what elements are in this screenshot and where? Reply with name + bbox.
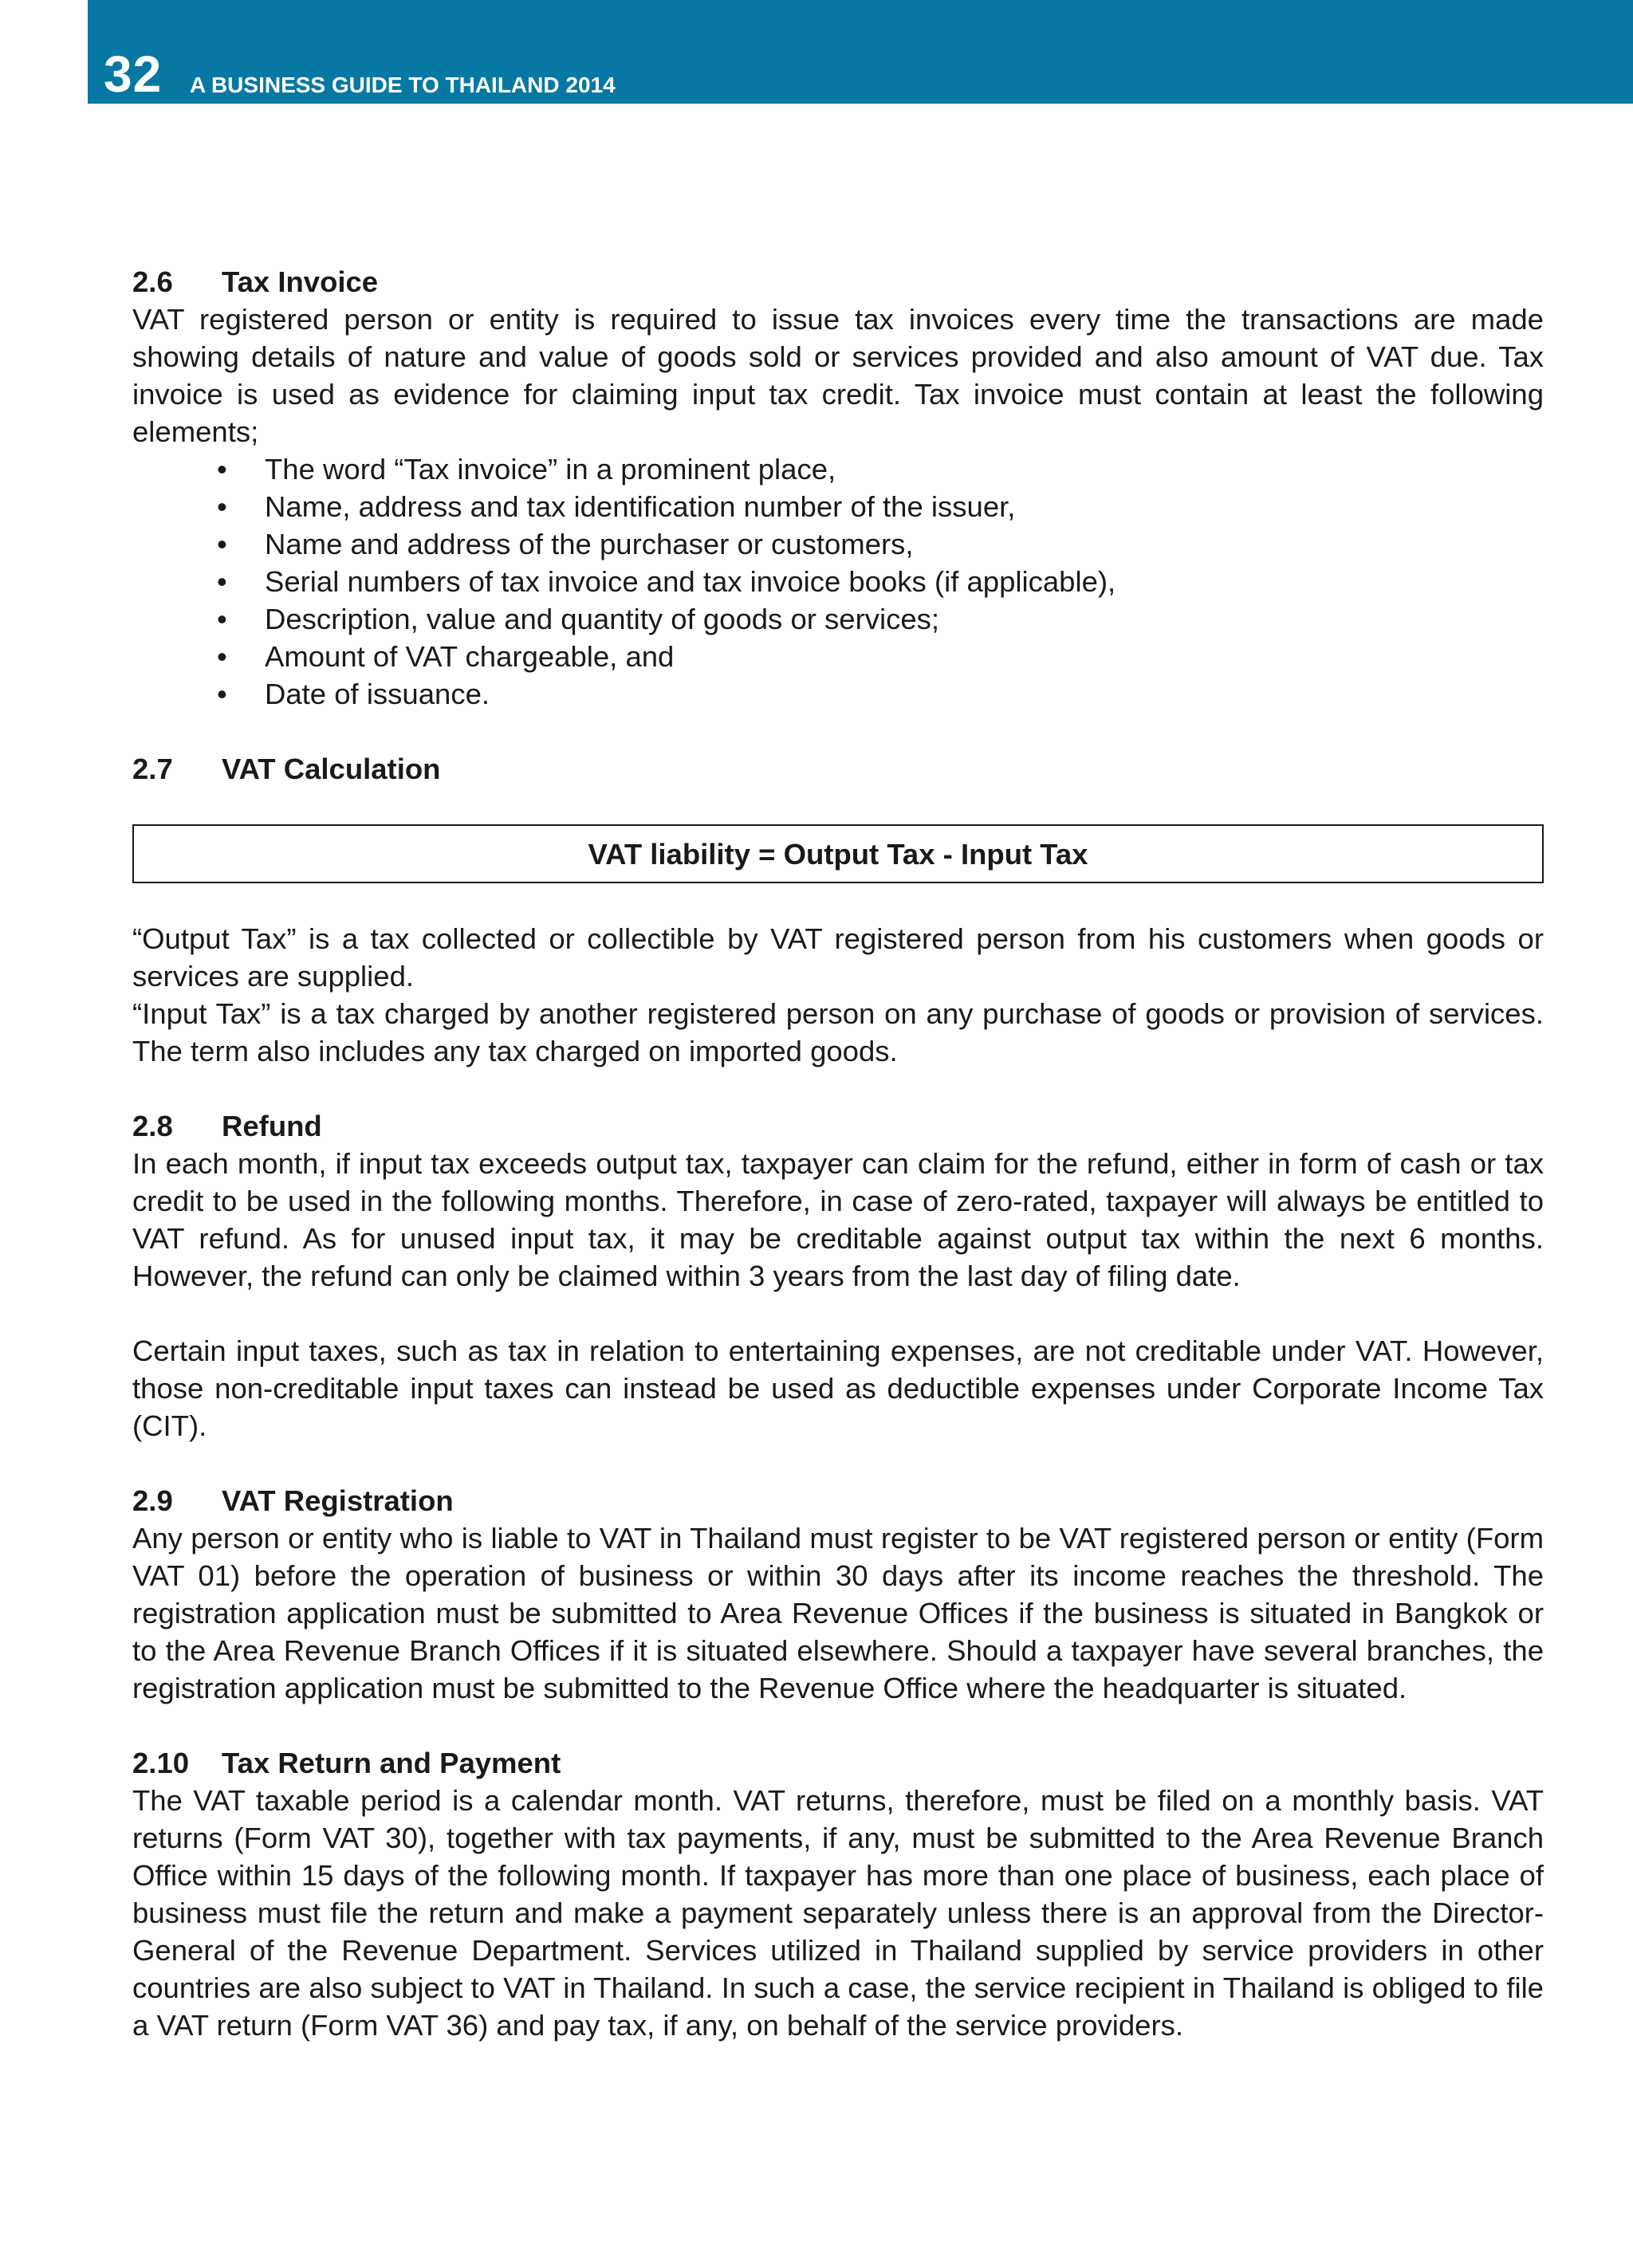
- tax-return-paragraph: The VAT taxable period is a calendar month. VAT returns, therefore, must be filed on a monthly basis. VAT returns (Form VAT 30), together with tax payments, if any, must be submitted to the Area Revenue Branch Office within 15 days of the following month. If taxpayer has more than one place of business, each place of business must file the return and make a payment separately unless there is an approval from the Director-General of the Revenue Department. Services utilized in Thailand supplied by service providers in other countries are also subject to VAT in Thailand. In such a case, the service recipient in Thailand is obliged to file a VAT return (Form VAT 36) and pay tax, if any, on behalf of the service providers.: [132, 1784, 1544, 2042]
- section-number: 2.8: [132, 1110, 173, 1142]
- bullet-icon: •: [217, 490, 227, 523]
- bullet-icon: •: [217, 528, 227, 560]
- header-title: A BUSINESS GUIDE TO THAILAND 2014: [190, 73, 616, 97]
- section-heading: [132, 263, 1544, 301]
- vat-formula: VAT liability = Output Tax - Input Tax: [588, 837, 1088, 871]
- section-heading: [132, 1107, 1544, 1145]
- page-content: [132, 263, 1544, 2044]
- section-vat-calculation: [132, 750, 1544, 1070]
- section-number: 2.9: [132, 1484, 173, 1517]
- section-gap: [132, 1445, 1544, 1482]
- bullet-icon: •: [217, 565, 227, 598]
- section-heading: [132, 1482, 1544, 1519]
- section-tax-invoice: [132, 263, 1544, 713]
- section-refund: [132, 1107, 1544, 1445]
- list-item: • Name and address of the purchaser or customers,: [132, 525, 1544, 563]
- list-item: • Description, value and quantity of goods or services;: [132, 600, 1544, 638]
- list-item: • The word “Tax invoice” in a prominent place,: [132, 450, 1544, 488]
- output-tax-definition: “Output Tax” is a tax collected or collectible by VAT registered person from his customers when goods or services are supplied.: [132, 922, 1544, 992]
- section-number: 2.10: [132, 1747, 190, 1779]
- section-gap: [132, 1070, 1544, 1107]
- tax-invoice-elements-list: [132, 450, 1544, 713]
- list-item: • Serial numbers of tax invoice and tax invoice books (if applicable),: [132, 563, 1544, 600]
- section-title: VAT Registration: [222, 1484, 454, 1517]
- section-gap: [132, 713, 1544, 750]
- section-title: Tax Return and Payment: [222, 1747, 561, 1779]
- page-number: 32: [104, 45, 163, 103]
- refund-paragraph-2: Certain input taxes, such as tax in relation to entertaining expenses, are not creditable under VAT. However, those non-creditable input taxes can instead be used as deductible expenses under Corporate Income Tax (CIT).: [132, 1334, 1544, 1442]
- input-tax-definition: “Input Tax” is a tax charged by another registered person on any purchase of goods or provision of services. The term also includes any tax charged on imported goods.: [132, 997, 1544, 1067]
- list-item: • Date of issuance.: [132, 675, 1544, 713]
- section-heading: [132, 1744, 1544, 1782]
- section-gap: [132, 1707, 1544, 1744]
- vat-formula-box: [132, 824, 1544, 883]
- section-tax-return: [132, 1744, 1544, 2044]
- section-heading: [132, 750, 1544, 788]
- list-item: • Amount of VAT chargeable, and: [132, 638, 1544, 675]
- refund-paragraph-1: In each month, if input tax exceeds output tax, taxpayer can claim for the refund, either in form of cash or tax credit to be used in the following months. Therefore, in case of zero-rated, taxpayer will always be entitled to VAT refund. As for unused input tax, it may be creditable against output tax within the next 6 months. However, the refund can only be claimed within 3 years from the last day of filing date.: [132, 1147, 1544, 1292]
- paragraph-gap: [132, 1295, 1544, 1332]
- bullet-icon: •: [217, 640, 227, 673]
- list-item: • Name, address and tax identification number of the issuer,: [132, 488, 1544, 525]
- section-title: Tax Invoice: [222, 265, 379, 298]
- bullet-icon: •: [217, 453, 227, 485]
- tax-invoice-intro: VAT registered person or entity is required to issue tax invoices every time the transactions are made showing details of nature and value of goods sold or services provided and also amount of VAT due. Tax invoice is used as evidence for claiming input tax credit. Tax invoice must contain at least the following elements;: [132, 303, 1544, 448]
- bullet-icon: •: [217, 603, 227, 635]
- section-title: Refund: [222, 1110, 322, 1142]
- section-number: 2.6: [132, 265, 173, 298]
- vat-registration-paragraph: Any person or entity who is liable to VAT in Thailand must register to be VAT registered person or entity (Form VAT 01) before the operation of business or within 30 days after its income reaches the threshold. The registration application must be submitted to Area Revenue Offices if the business is situated in Bangkok or to the Area Revenue Branch Offices if it is situated elsewhere. Should a taxpayer have several branches, the registration application must be submitted to the Revenue Office where the headquarter is situated.: [132, 1522, 1544, 1704]
- section-number: 2.7: [132, 753, 173, 785]
- section-title: VAT Calculation: [222, 753, 441, 785]
- bullet-icon: •: [217, 678, 227, 710]
- section-vat-registration: [132, 1482, 1544, 1707]
